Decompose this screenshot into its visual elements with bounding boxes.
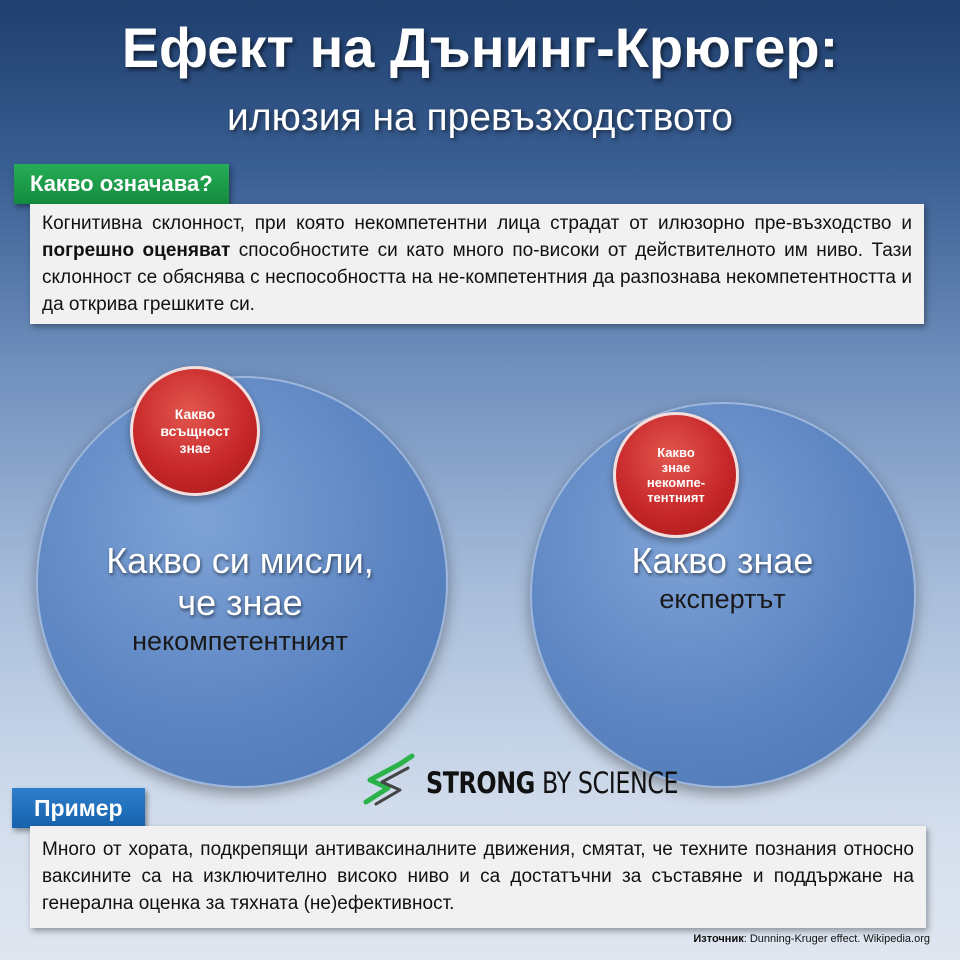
left-circle-line2: че знае xyxy=(177,582,303,623)
badge-right-line2: знае xyxy=(661,460,691,475)
example-label: Пример xyxy=(12,788,145,828)
page-subtitle: илюзия на превъзходството xyxy=(227,96,733,139)
incompetent-knowledge-badge xyxy=(613,412,739,538)
logo-by-science: BY SCIENCE xyxy=(534,766,679,800)
page-title: Ефект на Дънинг-Крюгер: xyxy=(121,16,839,79)
badge-right-line4: тентният xyxy=(647,490,705,505)
logo-wordmark xyxy=(426,766,678,800)
left-circle-text xyxy=(60,540,420,658)
badge-right-line1: Какво xyxy=(657,445,695,460)
logo-strong: STRONG xyxy=(426,766,535,800)
source-text: : Dunning-Kruger effect. Wikipedia.org xyxy=(743,933,930,945)
definition-text-start: Когнитивна склонност, при която некомпетентни лица страдат от илюзорно пре-възходство и xyxy=(42,213,912,234)
definition-text-end: способностите си като много по-високи от действителното им ниво. Тази склонност се обяснява с неспособността на не-компетентния да разпознава некомпетентността и да открива грешките си. xyxy=(42,240,912,315)
actual-knowledge-badge xyxy=(130,366,260,496)
example-text: Много от хората, подкрепящи антиваксиналните движения, смятат, че техните познания относно ваксините са на изключително високо ниво и са достатъчни за съставяне и поддържане на генерална оценка за тяхната (не)ефективност. xyxy=(42,839,914,914)
badge-left-line1: Какво xyxy=(174,405,216,422)
definition-text-bold: погрешно оценяват xyxy=(42,240,231,261)
source-label: Източник xyxy=(693,933,744,945)
right-circle-line1: Какво знае xyxy=(631,540,814,581)
source-citation xyxy=(693,933,930,945)
example-box xyxy=(30,826,926,928)
badge-left-line2: всъщност xyxy=(160,422,230,439)
right-circle-line2: експертът xyxy=(659,584,786,614)
badge-right-line3: некомпе- xyxy=(646,475,706,490)
right-circle-text xyxy=(555,540,890,616)
definition-label: Какво означава? xyxy=(14,164,229,204)
left-circle-line3: некомпетентният xyxy=(132,626,348,656)
left-circle-line1: Какво си мисли, xyxy=(106,540,374,581)
definition-box xyxy=(30,204,924,324)
badge-left-line3: знае xyxy=(179,439,211,456)
